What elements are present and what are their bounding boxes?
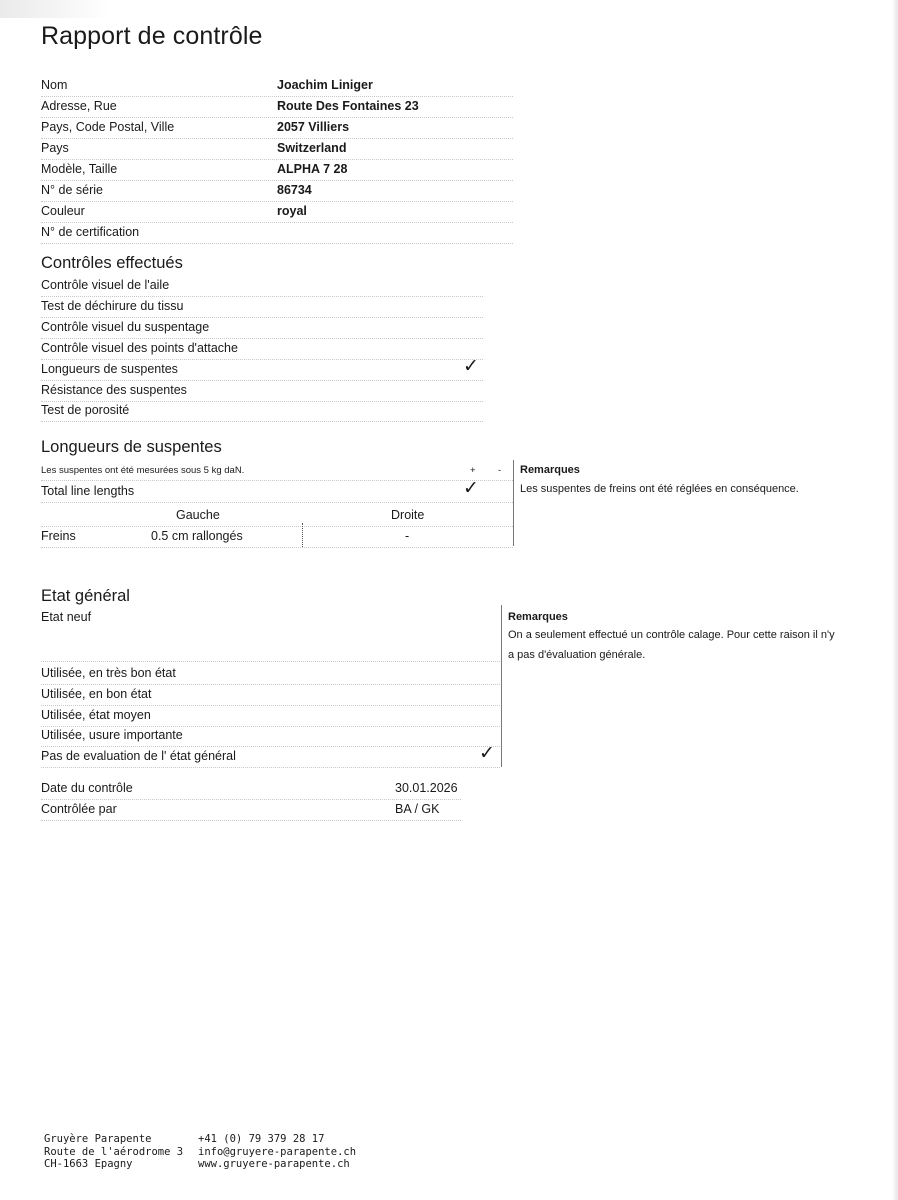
info-label: Couleur [41,204,85,218]
checkmark-icon: ✓ [463,356,479,377]
control-row [41,275,483,297]
date-label: Date du contrôle [41,781,133,795]
general-row [41,705,500,727]
control-row [41,296,483,318]
general-label: Etat neuf [41,610,92,624]
freins-header-row [41,505,513,527]
control-label: Résistance des suspentes [41,383,187,397]
date-row [41,778,461,800]
column-divider [302,523,303,547]
info-label: Pays, Code Postal, Ville [41,120,175,134]
general-remarks-title: Remarques [508,611,568,623]
page-title: Rapport de contrôle [41,22,263,50]
control-label: Longueurs de suspentes [41,362,178,376]
column-gauche: Gauche [176,508,220,522]
lines-remarks-text: Les suspentes de freins ont été réglées en conséquence. [520,483,799,495]
footer-phone: +41 (0) 79 379 28 17 [198,1133,325,1145]
lines-note: Les suspentes ont été mesurées sous 5 kg daN. [41,465,245,476]
info-value: Switzerland [277,141,347,155]
info-value: 86734 [277,183,312,197]
control-label: Contrôle visuel du suspentage [41,320,210,334]
footer-contact [198,1133,356,1171]
controller-value: BA / GK [395,802,440,816]
footer-company: Gruyère Parapente [44,1133,152,1145]
control-label: Test de déchirure du tissu [41,299,184,313]
total-lengths-row [41,478,513,503]
info-value: Joachim Liniger [277,78,373,92]
footer-street: Route de l'aérodrome 3 [44,1145,184,1158]
total-lengths-label: Total line lengths [41,484,135,498]
info-label: Modèle, Taille [41,162,118,176]
freins-label: Freins [41,529,76,543]
control-row [41,338,483,360]
info-label: N° de certification [41,225,140,239]
info-row-address [41,96,513,118]
controller-label: Contrôlée par [41,802,117,816]
info-row-country [41,138,513,160]
info-row-serial [41,180,513,202]
general-row [41,663,500,685]
general-remarks-line1: On a seulement effectué un contrôle calage. Pour cette raison il n'y [508,629,835,641]
general-row [41,607,500,662]
scan-shadow-edge [892,0,898,1200]
general-label: Pas de evaluation de l' état général [41,749,236,763]
info-row-model [41,159,513,181]
plus-label: + [470,465,476,476]
remarks-divider [501,605,502,767]
controls-heading: Contrôles effectués [41,254,183,272]
control-label: Test de porosité [41,403,130,417]
general-row [41,684,500,706]
checkmark-icon: ✓ [463,478,479,499]
general-heading: Etat général [41,587,130,605]
info-label: Nom [41,78,68,92]
general-label: Utilisée, en bon état [41,687,152,701]
lines-remarks-title: Remarques [520,464,580,476]
info-value: ALPHA 7 28 [277,162,348,176]
freins-row [41,526,513,548]
control-row [41,356,483,381]
info-label: N° de série [41,183,103,197]
footer-email[interactable]: info@gruyere-parapente.ch [198,1145,357,1158]
general-remarks-line2: a pas d'évaluation générale. [508,649,646,661]
info-row-certification [41,222,513,244]
remarks-divider [513,460,514,546]
freins-left-value: 0.5 cm rallongés [151,529,243,543]
checkmark-icon: ✓ [479,743,495,764]
footer-website[interactable]: www.gruyere-parapente.ch [198,1158,350,1170]
info-value: 2057 Villiers [277,120,350,134]
freins-right-value: - [405,529,410,543]
info-value: Route Des Fontaines 23 [277,99,419,113]
control-row [41,380,483,402]
general-row [41,725,500,747]
info-value: royal [277,204,307,218]
info-row-name [41,75,513,97]
info-row-city [41,117,513,139]
lines-heading: Longueurs de suspentes [41,438,222,456]
info-row-color [41,201,513,223]
general-label: Utilisée, usure importante [41,728,183,742]
control-row [41,400,483,422]
general-label: Utilisée, en très bon état [41,666,176,680]
general-row [41,743,500,768]
control-label: Contrôle visuel de l'aile [41,278,170,292]
column-droite: Droite [391,508,425,522]
controller-row [41,799,461,821]
control-label: Contrôle visuel des points d'attache [41,341,238,355]
footer-city: CH-1663 Epagny [44,1158,133,1170]
general-label: Utilisée, état moyen [41,708,151,722]
date-value: 30.01.2026 [395,781,458,795]
footer-address [44,1133,183,1171]
scan-shadow-corner [0,0,110,18]
info-label: Adresse, Rue [41,99,117,113]
lines-note-row [41,461,513,481]
info-label: Pays [41,141,69,155]
minus-label: - [498,465,502,476]
control-row [41,317,483,339]
